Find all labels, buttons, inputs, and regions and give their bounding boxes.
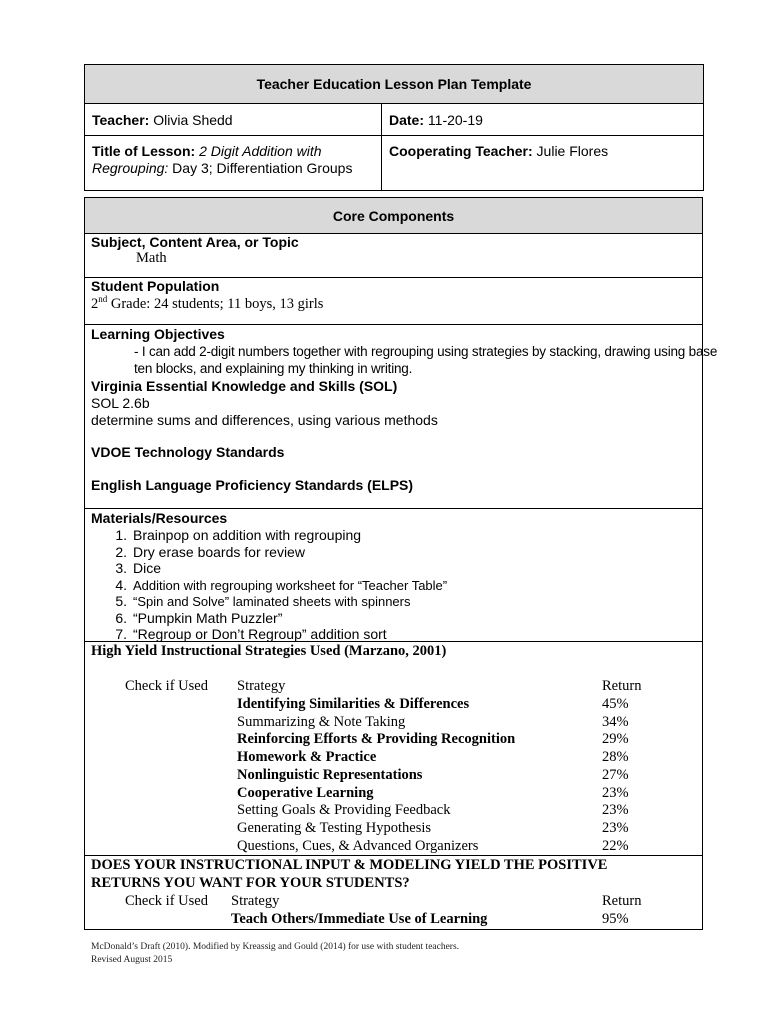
strategy-name: Homework & Practice	[237, 749, 377, 766]
materials-item	[105, 544, 305, 560]
strategy-name: Identifying Similarities & Differences	[237, 696, 470, 712]
subject-label: Subject, Content Area, or Topic	[91, 234, 299, 250]
materials-item	[105, 626, 387, 642]
question-line-2: RETURNS YOU WANT FOR YOUR STUDENTS?	[91, 875, 410, 891]
objectives-label: Learning Objectives	[91, 326, 225, 342]
lesson-title-italic: 2 Digit Addition with Regrouping:	[92, 143, 322, 176]
materials-item-text: “Regroup or Don’t Regroup” addition sort	[133, 626, 387, 642]
materials-item-text: Brainpop on addition with regrouping	[133, 527, 362, 543]
materials-item	[105, 610, 282, 626]
sol-code: SOL 2.6b	[91, 395, 150, 411]
strategy-name: Nonlinguistic Representations	[237, 766, 423, 783]
materials-item-text: Dice	[133, 560, 162, 576]
materials-item-number: 7.	[115, 626, 127, 642]
lesson-title-cell	[85, 136, 382, 191]
strategy-return: 27%	[602, 766, 629, 783]
strategy-return: 34%	[602, 713, 629, 730]
objectives-line-2: ten blocks, and explaining my thinking in writing.	[134, 361, 413, 376]
q-col-strategy-header: Strategy	[231, 893, 280, 909]
materials-item-text: “Spin and Solve” laminated sheets with spinners	[133, 594, 411, 609]
date-cell	[382, 104, 704, 136]
materials-item	[105, 577, 447, 593]
materials-item-number: 4.	[115, 576, 127, 593]
q-row-return: 95%	[602, 911, 629, 927]
divider	[85, 324, 702, 325]
coop-value: Julie Flores	[536, 143, 609, 159]
q-col-return-header: Return	[602, 893, 642, 909]
tech-standards-label: VDOE Technology Standards	[91, 444, 285, 460]
col-check-header: Check if Used	[125, 678, 208, 694]
q-col-check-header: Check if Used	[125, 893, 208, 909]
teacher-cell	[85, 104, 382, 136]
strategy-name: Questions, Cues, & Advanced Organizers	[237, 837, 479, 854]
strategy-return: 23%	[602, 819, 629, 836]
lesson-title-rest: Day 3; Differentiation Groups	[172, 160, 353, 176]
grade-suffix: nd	[98, 294, 108, 304]
divider	[85, 508, 702, 509]
date-label: Date:	[389, 111, 425, 128]
coop-label: Cooperating Teacher:	[389, 143, 533, 159]
materials-item-number: 2.	[115, 543, 127, 560]
materials-label: Materials/Resources	[91, 510, 228, 526]
materials-item-number: 1.	[115, 527, 127, 543]
footer-credit: McDonald’s Draft (2010). Modified by Kreassig and Gould (2014) for use with student teachers.	[91, 942, 460, 952]
header-table	[84, 64, 704, 191]
population-label: Student Population	[91, 278, 220, 294]
materials-item	[105, 593, 410, 609]
materials-item-number: 6.	[115, 609, 127, 626]
population-text: Grade: 24 students; 11 boys, 13 girls	[107, 295, 324, 312]
materials-item-text: Addition with regrouping worksheet for “Teacher Table”	[133, 577, 448, 593]
strategy-return: 29%	[602, 731, 629, 748]
divider	[85, 855, 702, 856]
materials-item-number: 5.	[115, 593, 127, 609]
core-components-header: Core Components	[84, 197, 703, 234]
sol-label: Virginia Essential Knowledge and Skills (SOL)	[91, 378, 398, 394]
grade-number: 2	[91, 295, 99, 312]
strategy-name: Summarizing & Note Taking	[237, 713, 406, 730]
strategy-return: 23%	[602, 784, 629, 801]
coop-cell	[382, 136, 704, 191]
materials-item-text: Dry erase boards for review	[133, 543, 305, 560]
strategy-name: Setting Goals & Providing Feedback	[237, 802, 451, 819]
strategy-name: Generating & Testing Hypothesis	[237, 819, 432, 836]
strategy-return: 23%	[602, 802, 629, 819]
teacher-label: Teacher:	[92, 111, 150, 128]
sol-description: determine sums and differences, using various methods	[91, 412, 438, 428]
strategy-return: 28%	[602, 749, 629, 766]
strategy-name: Reinforcing Efforts & Providing Recognition	[237, 731, 516, 748]
strategy-name: Cooperative Learning	[237, 784, 374, 801]
question-line-1: DOES YOUR INSTRUCTIONAL INPUT & MODELING YIELD THE POSITIVE	[91, 857, 608, 873]
strategy-return: 45%	[602, 696, 629, 712]
strategy-return: 22%	[602, 837, 629, 854]
materials-item	[105, 527, 361, 543]
elps-label: English Language Proficiency Standards (ELPS)	[91, 477, 414, 493]
lesson-label: Title of Lesson:	[92, 143, 196, 159]
q-row-strategy: Teach Others/Immediate Use of Learning	[231, 911, 488, 927]
col-strategy-header: Strategy	[237, 678, 286, 694]
footer-revised: Revised August 2015	[91, 955, 173, 965]
materials-item-text: “Pumpkin Math Puzzler”	[133, 609, 283, 626]
population-value	[91, 294, 323, 313]
subject-value: Math	[136, 250, 167, 266]
col-return-header: Return	[602, 678, 642, 694]
teacher-value: Olivia Shedd	[153, 111, 233, 128]
objectives-line-1: - I can add 2-digit numbers together with regrouping using strategies by stacking, drawing using base	[134, 344, 718, 359]
materials-item-number: 3.	[115, 560, 127, 576]
materials-item	[105, 560, 161, 576]
date-value: 11-20-19	[427, 111, 483, 128]
template-title: Teacher Education Lesson Plan Template	[85, 65, 704, 104]
strategies-title: High Yield Instructional Strategies Used (Marzano, 2001)	[91, 643, 447, 659]
